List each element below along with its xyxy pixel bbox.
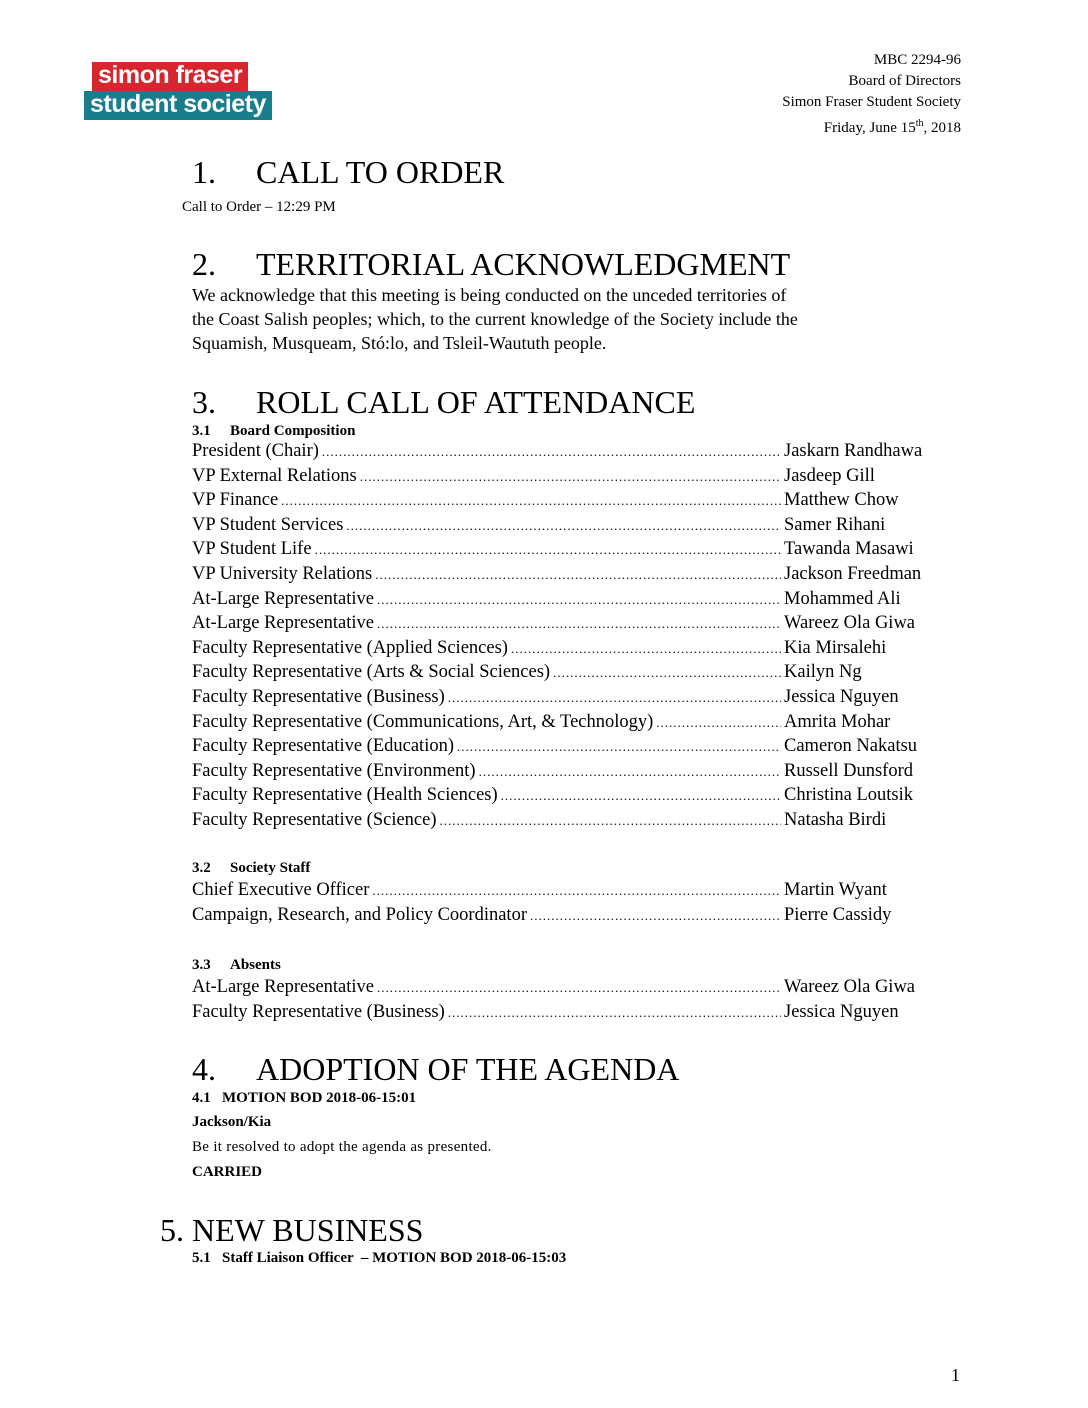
roster-row [192,736,952,761]
motion-number: 4.1 MOTION BOD 2018-06-15:01 [192,1090,417,1106]
dot-leader [360,469,781,485]
dot-leader [346,518,781,534]
person-name: Jaskarn Randhawa [784,441,923,461]
dot-leader [377,980,781,996]
role-title: At-Large Representative [192,977,375,997]
person-name: Natasha Birdi [784,809,887,830]
roster-row [192,977,952,1002]
person-name: Tawanda Masawi [784,539,914,560]
roster-row [192,810,952,835]
role-title: President (Chair) [192,441,319,461]
dot-leader [372,883,781,899]
dot-leader [375,567,781,583]
person-name: Matthew Chow [784,490,899,511]
meeting-date: Friday, June 15th, 2018 [823,118,961,136]
role-title: VP Finance [192,490,279,511]
page-number: 1 [951,1365,960,1385]
society-logo [84,62,272,120]
person-name: Amrita Mohar [784,711,891,732]
dot-leader [448,1005,781,1021]
role-title: Faculty Representative (Science) [192,809,437,830]
society-staff-list [192,880,952,929]
motion-movers: Jackson/Kia [192,1114,272,1130]
acknowledgment-paragraph: We acknowledge that this meeting is being conducted on the unceded territories of the Coast Salish peoples; which, to the current knowledge of the Society include the Squamish, Musqueam, Stó:lo, and Tsleil-Waututh people. [192,285,798,353]
person-name: Wareez Ola Giwa [784,613,916,634]
board-name: Board of Directors [848,73,961,89]
section-heading-roll-call: 3. ROLL CALL OF ATTENDANCE [192,384,696,420]
section-heading-adoption-of-agenda: 4. ADOPTION OF THE AGENDA [192,1051,680,1087]
section-heading-call-to-order: 1. CALL TO ORDER [192,154,505,190]
person-name: Christina Loutsik [784,785,913,806]
person-name: Jessica Nguyen [784,1001,899,1022]
roster-row [192,613,952,638]
roster-row [192,564,952,589]
dot-leader [281,493,781,509]
dot-leader [479,764,781,780]
roster-row [192,589,952,614]
dot-leader [501,788,781,804]
person-name: Russell Dunsford [784,760,913,781]
person-name: Martin Wyant [784,880,887,900]
dot-leader [511,641,781,657]
section-heading-territorial-acknowledgment: 2. TERRITORIAL ACKNOWLEDGMENT [192,246,791,282]
motion-result: CARRIED [192,1164,263,1180]
person-name: Kia Mirsalehi [784,637,887,658]
role-title: Faculty Representative (Business) [192,1001,445,1022]
role-title: Faculty Representative (Business) [192,686,445,707]
logo-line-bottom: student society [84,91,272,120]
roster-row [192,785,952,810]
dot-leader [530,908,781,924]
new-business-item: 5.1 Staff Liaison Officer – MOTION BOD 2018-06-15:03 [192,1250,567,1266]
role-title: Faculty Representative (Health Sciences) [192,785,498,806]
document-header-meta [782,50,961,139]
role-title: Faculty Representative (Arts & Social Sciences) [192,662,551,683]
roster-row [192,905,952,930]
role-title: VP Student Life [192,539,312,560]
dot-leader [377,616,781,632]
society-name: Simon Fraser Student Society [782,94,961,110]
board-composition-list [192,441,952,835]
subheading-absents: 3.3 Absents [192,957,281,973]
person-name: Pierre Cassidy [784,904,892,925]
roster-row [192,761,952,786]
role-title: Chief Executive Officer [192,880,370,900]
person-name: Jackson Freedman [784,563,922,584]
roster-row [192,662,952,687]
roster-row [192,441,952,466]
subheading-society-staff: 3.2 Society Staff [192,860,311,876]
logo-line-top: simon fraser [92,62,248,91]
role-title: VP Student Services [192,514,344,535]
roster-row [192,712,952,737]
dot-leader [448,690,781,706]
roster-row [192,466,952,491]
section-heading-new-business: 5. NEW BUSINESS [160,1212,424,1248]
roster-row [192,490,952,515]
person-name: Cameron Nakatsu [784,736,918,757]
dot-leader [457,739,781,755]
dot-leader [553,665,781,681]
roster-row [192,515,952,540]
dot-leader [440,813,781,829]
role-title: Faculty Representative (Education) [192,736,454,757]
role-title: Campaign, Research, and Policy Coordinator [192,904,527,925]
person-name: Wareez Ola Giwa [784,977,916,997]
roster-row [192,880,952,905]
role-title: Faculty Representative (Applied Sciences) [192,637,508,658]
roster-row [192,687,952,712]
person-name: Jasdeep Gill [784,465,875,486]
dot-leader [377,592,781,608]
roster-row [192,1002,952,1027]
roster-row [192,638,952,663]
dot-leader [322,444,781,460]
person-name: Mohammed Ali [784,588,901,609]
role-title: VP External Relations [192,465,357,486]
meeting-code: MBC 2294-96 [873,52,961,68]
subheading-board-composition: 3.1 Board Composition [192,423,356,439]
roster-row [192,539,952,564]
call-to-order-time: Call to Order – 12:29 PM [182,199,336,215]
person-name: Kailyn Ng [784,662,862,683]
role-title: Faculty Representative (Communications, Art, & Technology) [192,711,654,732]
role-title: Faculty Representative (Environment) [192,760,476,781]
role-title: VP University Relations [192,563,373,584]
absents-list [192,977,952,1026]
person-name: Jessica Nguyen [784,686,899,707]
person-name: Samer Rihani [784,514,886,535]
dot-leader [656,715,781,731]
dot-leader [315,542,781,558]
role-title: At-Large Representative [192,588,375,609]
role-title: At-Large Representative [192,613,375,634]
motion-text: Be it resolved to adopt the agenda as presented. [192,1139,492,1155]
